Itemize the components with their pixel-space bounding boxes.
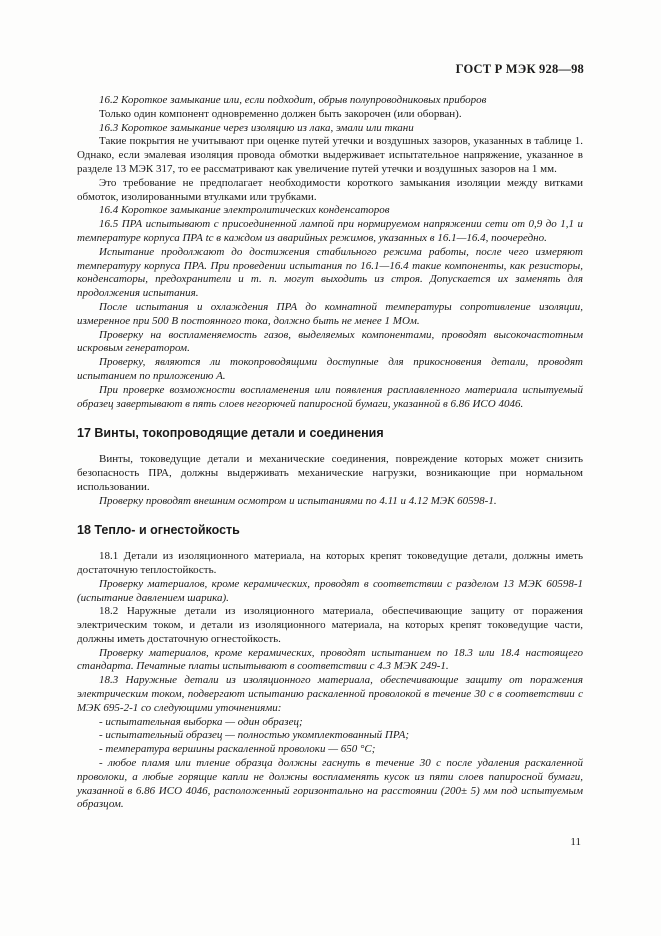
paragraph: 16.4 Короткое замыкание электролитических конденсаторов <box>99 204 390 217</box>
list-item: - испытательная выборка — один образец; <box>99 715 303 728</box>
section17-heading: 17 Винты, токопроводящие детали и соединения <box>77 426 384 441</box>
paragraph: При проверке возможности воспламенения или появления расплавленного материала испытуемый образец завертывают в пять слоев негорючей папиросной бумаги, указанной в 6.86 ИСО 4046. <box>77 383 583 410</box>
paragraph: 16.5 ПРА испытывают с присоединенной лампой при нормируемом напряжении сети от 0,9 до 1,1 и температуре корпуса ПРА tc в каждом из аварийных режимов, указанных в 16.1—16.4, поочередно. <box>77 218 583 244</box>
section16-content <box>77 94 583 411</box>
paragraph: После испытания и охлаждения ПРА до комнатной температуры сопротивление изоляции, измеренное при 500 В постоянного тока, должно быть не менее 1 МОм. <box>77 300 583 327</box>
page-number: 11 <box>570 836 581 848</box>
paragraph: Проверку проводят внешним осмотром и испытаниями по 4.11 и 4.12 МЭК 60598-1. <box>99 494 497 507</box>
paragraph: 16.3 Короткое замыкание через изоляцию из лака, эмали или ткани <box>99 121 414 134</box>
section18-heading: 18 Тепло- и огнестойкость <box>77 523 240 538</box>
list-item: - любое пламя или тление образца должны гаснуть в течение 30 с после удаления раскаленной проволоки, а любые горящие капли не должны воспламенять кусок из пяти слоев папиросной бумаги, указанной в 6.86 ИСО 4046, расположенный горизонтально на расстоянии (200± 5) мм под испытуемым образцом. <box>77 757 583 811</box>
section17-content <box>77 453 583 508</box>
paragraph: Проверку материалов, кроме керамических, проводят в соответствии с разделом 13 МЭК 60598-1 (испытание давлением шарика). <box>77 577 583 604</box>
paragraph: Проверку материалов, кроме керамических, проводят испытанием по 18.3 или 18.4 настоящего стандарта. Печатные платы испытывают в соответствии с 4.3 МЭК 249-1. <box>77 646 583 673</box>
section18-list <box>77 716 583 813</box>
paragraph: Это требование не предполагает необходимости короткого замыкания изоляции между витками обмоток, изолированными втулками или трубками. <box>77 176 583 203</box>
paragraph: Проверку на воспламеняемость газов, выделяемых компонентами, проводят высокочастотным искровым генератором. <box>77 328 583 355</box>
standard-header: ГОСТ Р МЭК 928—98 <box>455 62 584 76</box>
paragraph: 18.1 Детали из изоляционного материала, на которых крепят токоведущие детали, должны иметь достаточную теплостойкость. <box>77 550 583 576</box>
paragraph: 16.2 Короткое замыкание или, если подходит, обрыв полупроводниковых приборов <box>99 94 487 106</box>
paragraph: 18.3 Наружные детали из изоляционного материала, обеспечивающие защиту от поражения электрическим током, подвергают испытанию раскаленной проволокой в течение 30 с в соответствии с МЭК 695-2-1 со следующими уточнениями: <box>77 674 583 714</box>
list-item: - испытательный образец — полностью укомплектованный ПРА; <box>99 729 409 742</box>
paragraph: Испытание продолжают до достижения стабильного режима работы, после чего измеряют температуру корпуса ПРА. При проведении испытания по 16.1—16.4 такие компоненты, как резисторы, конденсаторы, предохранители и т. п. могут выходить из строя. Допускается их заменять для продолжения испытания. <box>77 245 583 300</box>
paragraph: Винты, токоведущие детали и механические соединения, повреждение которых может снизить безопасность ПРА, должны выдерживать механические нагрузки, возникающие при нормальном использовании. <box>77 453 583 493</box>
paragraph: Только один компонент одновременно должен быть закорочен (или оборван). <box>99 107 462 120</box>
paragraph: Такие покрытия не учитывают при оценке путей утечки и воздушных зазоров, указанных в таблице 1. Однако, если эмалевая изоляция провода обмотки выдерживает испытательное напряжение, указанное в разделе 13 МЭК 317, то ее рассматривают как увеличение путей утечки и воздушных зазоров на 1 мм. <box>77 135 583 175</box>
list-item: - температура вершины раскаленной проволоки — 650 °С; <box>99 743 376 756</box>
section18-content <box>77 550 583 716</box>
document-body <box>77 94 583 812</box>
paragraph: Проверку, являются ли токопроводящими доступные для прикосновения детали, проводят испытанием по приложению А. <box>77 356 583 382</box>
paragraph: 18.2 Наружные детали из изоляционного материала, обеспечивающие защиту от поражения электрическим током, и детали из изоляционного материала, на которых крепят токоведущие части, должны иметь достаточную огнестойкость. <box>77 605 583 645</box>
